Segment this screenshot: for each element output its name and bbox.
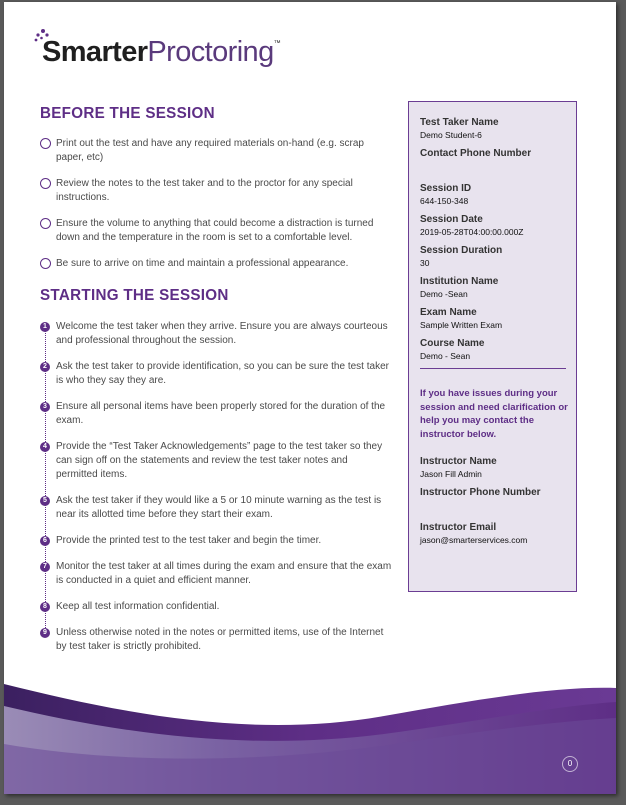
before-session-list <box>40 137 392 283</box>
field-label: Instructor Email <box>420 522 497 533</box>
exam-name-field <box>420 306 570 331</box>
page-number: 0 <box>562 756 578 772</box>
field-value: 30 <box>420 258 430 268</box>
step-number-badge: 9 <box>40 628 50 638</box>
field-value: Sample Written Exam <box>420 320 503 330</box>
field-label: Instructor Phone Number <box>420 487 541 498</box>
document-page <box>4 2 616 794</box>
institution-name-field <box>420 275 570 300</box>
step-text: Ask the test taker to provide identification, so you can be sure the test taker is who they say they are. <box>56 361 389 386</box>
field-value: Demo Student-6 <box>420 130 482 140</box>
step-number-badge: 3 <box>40 402 50 412</box>
field-label: Session ID <box>420 183 472 194</box>
logo-brand-bold: Smarter <box>42 36 148 68</box>
session-id-field <box>420 182 570 207</box>
contact-phone-field <box>420 147 570 172</box>
session-duration-field <box>420 244 570 269</box>
step-number-badge: 1 <box>40 322 50 332</box>
field-value: 644-150-348 <box>420 196 469 206</box>
empty-circle-icon <box>40 258 51 269</box>
step-text: Welcome the test taker when they arrive. Ensure you are always courteous and professional throughout the session. <box>56 321 388 346</box>
footer-wave-decoration <box>4 684 616 794</box>
empty-circle-icon <box>40 218 51 229</box>
step-text: Ensure all personal items have been properly stored for the duration of the exam. <box>56 401 386 426</box>
field-value: Demo -Sean <box>420 289 468 299</box>
step-number-badge: 5 <box>40 496 50 506</box>
panel-divider <box>420 368 566 369</box>
step-item <box>40 320 392 348</box>
checklist-item-text: Print out the test and have any required materials on-hand (e.g. scrap paper, etc) <box>56 138 364 163</box>
step-number-badge: 6 <box>40 536 50 546</box>
step-text: Keep all test information confidential. <box>56 601 220 612</box>
step-item <box>40 600 392 614</box>
checklist-item <box>40 137 392 165</box>
field-label: Course Name <box>420 338 485 349</box>
before-session-heading: BEFORE THE SESSION <box>40 105 215 122</box>
checklist-item-text: Be sure to arrive on time and maintain a professional appearance. <box>56 258 349 269</box>
instructor-phone-field <box>420 486 570 511</box>
field-label: Exam Name <box>420 307 477 318</box>
field-value: Jason Fill Admin <box>420 469 482 479</box>
smarterproctoring-logo <box>34 28 334 74</box>
field-label: Session Date <box>420 214 483 225</box>
empty-circle-icon <box>40 178 51 189</box>
step-text: Unless otherwise noted in the notes or permitted items, use of the Internet by test taker is strictly prohibited. <box>56 627 384 652</box>
field-label: Instructor Name <box>420 456 497 467</box>
instructor-name-field <box>420 455 570 480</box>
step-text: Monitor the test taker at all times during the exam and ensure that the exam is conducted in a quiet and efficient manner. <box>56 561 392 586</box>
step-text: Provide the printed test to the test taker and begin the timer. <box>56 535 322 546</box>
step-number-badge: 4 <box>40 442 50 452</box>
starting-session-heading: STARTING THE SESSION <box>40 287 229 304</box>
starting-session-steps <box>40 320 392 666</box>
field-label: Institution Name <box>420 276 499 287</box>
checklist-item-text: Review the notes to the test taker and to the proctor for any special instructions. <box>56 178 353 203</box>
logo-trademark: ™ <box>273 40 280 47</box>
step-item <box>40 360 392 388</box>
field-value: jason@smarterservices.com <box>420 535 528 545</box>
session-info-panel <box>408 101 577 592</box>
checklist-item <box>40 177 392 205</box>
field-label: Test Taker Name <box>420 117 499 128</box>
course-name-field <box>420 337 570 362</box>
step-item <box>40 494 392 522</box>
field-label: Contact Phone Number <box>420 148 532 159</box>
field-value: 2019-05-28T04:00:00.000Z <box>420 227 524 237</box>
session-date-field <box>420 213 570 238</box>
checklist-item <box>40 217 392 245</box>
empty-circle-icon <box>40 138 51 149</box>
field-label: Session Duration <box>420 245 503 256</box>
checklist-item-text: Ensure the volume to anything that could become a distraction is turned down and the temperature in the room is set to a comfortable level. <box>56 218 374 243</box>
step-item <box>40 560 392 588</box>
logo-brand-light: Proctoring <box>147 36 274 68</box>
field-value <box>420 160 570 172</box>
checklist-item <box>40 257 392 271</box>
test-taker-name-field <box>420 116 570 141</box>
step-text: Provide the “Test Taker Acknowledgements” page to the test taker so they can sign off on the statements and review the test taker notes and permitted items. <box>56 441 383 480</box>
step-number-badge: 8 <box>40 602 50 612</box>
step-item <box>40 534 392 548</box>
help-text: If you have issues during your session and need clarification or help you may contact the instructor below. <box>420 388 568 440</box>
step-text: Ask the test taker if they would like a 5 or 10 minute warning as the test is near its allotted time before they start their exam. <box>56 495 382 520</box>
step-item <box>40 440 392 482</box>
step-item <box>40 626 392 654</box>
step-item <box>40 400 392 428</box>
step-number-badge: 7 <box>40 562 50 572</box>
field-value: Demo - Sean <box>420 351 471 361</box>
field-value <box>420 499 570 511</box>
step-number-badge: 2 <box>40 362 50 372</box>
instructor-email-field <box>420 521 570 546</box>
